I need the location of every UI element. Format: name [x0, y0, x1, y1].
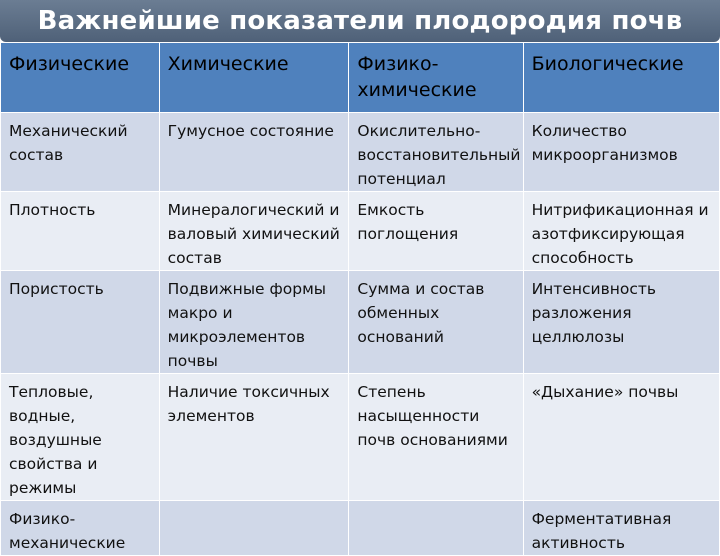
- table-cell: Подвижные формы макро и микроэлементов почвы: [159, 271, 349, 374]
- table-cell: Физико-механические: [1, 501, 160, 556]
- table-row: [1, 374, 720, 501]
- table-cell: [349, 501, 523, 556]
- table-cell: Наличие токсичных элементов: [159, 374, 349, 501]
- header-cell-chemical: Химические: [159, 43, 349, 113]
- table-cell: Степень насыщенности почв основаниями: [349, 374, 523, 501]
- table-row: [1, 271, 720, 374]
- title-banner: [0, 0, 720, 42]
- table-cell: Нитрификационная и азотфиксирующая способность: [523, 192, 719, 271]
- table-cell: «Дыхание» почвы: [523, 374, 719, 501]
- header-cell-physical: Физические: [1, 43, 160, 113]
- table-row: [1, 113, 720, 192]
- table-cell: Окислительно-восстановительный потенциал: [349, 113, 523, 192]
- table-cell: Плотность: [1, 192, 160, 271]
- header-cell-physicochemical: Физико-химические: [349, 43, 523, 113]
- table-cell: Ферментативная активность: [523, 501, 719, 556]
- table-row: [1, 501, 720, 556]
- page-title: Важнейшие показатели плодородия почв: [37, 6, 683, 36]
- table-cell: Механический состав: [1, 113, 160, 192]
- table-row: [1, 192, 720, 271]
- table-cell: Сумма и состав обменных оснований: [349, 271, 523, 374]
- soil-fertility-table: [0, 42, 720, 556]
- table-cell: Минералогический и валовый химический состав: [159, 192, 349, 271]
- table-header-row: [1, 43, 720, 113]
- table-cell: Количество микроорганизмов: [523, 113, 719, 192]
- table-cell: Интенсивность разложения целлюлозы: [523, 271, 719, 374]
- table-cell: [159, 501, 349, 556]
- table-cell: Гумусное состояние: [159, 113, 349, 192]
- header-cell-biological: Биологические: [523, 43, 719, 113]
- table-cell: Емкость поглощения: [349, 192, 523, 271]
- table-cell: Пористость: [1, 271, 160, 374]
- table-cell: Тепловые, водные, воздушные свойства и режимы: [1, 374, 160, 501]
